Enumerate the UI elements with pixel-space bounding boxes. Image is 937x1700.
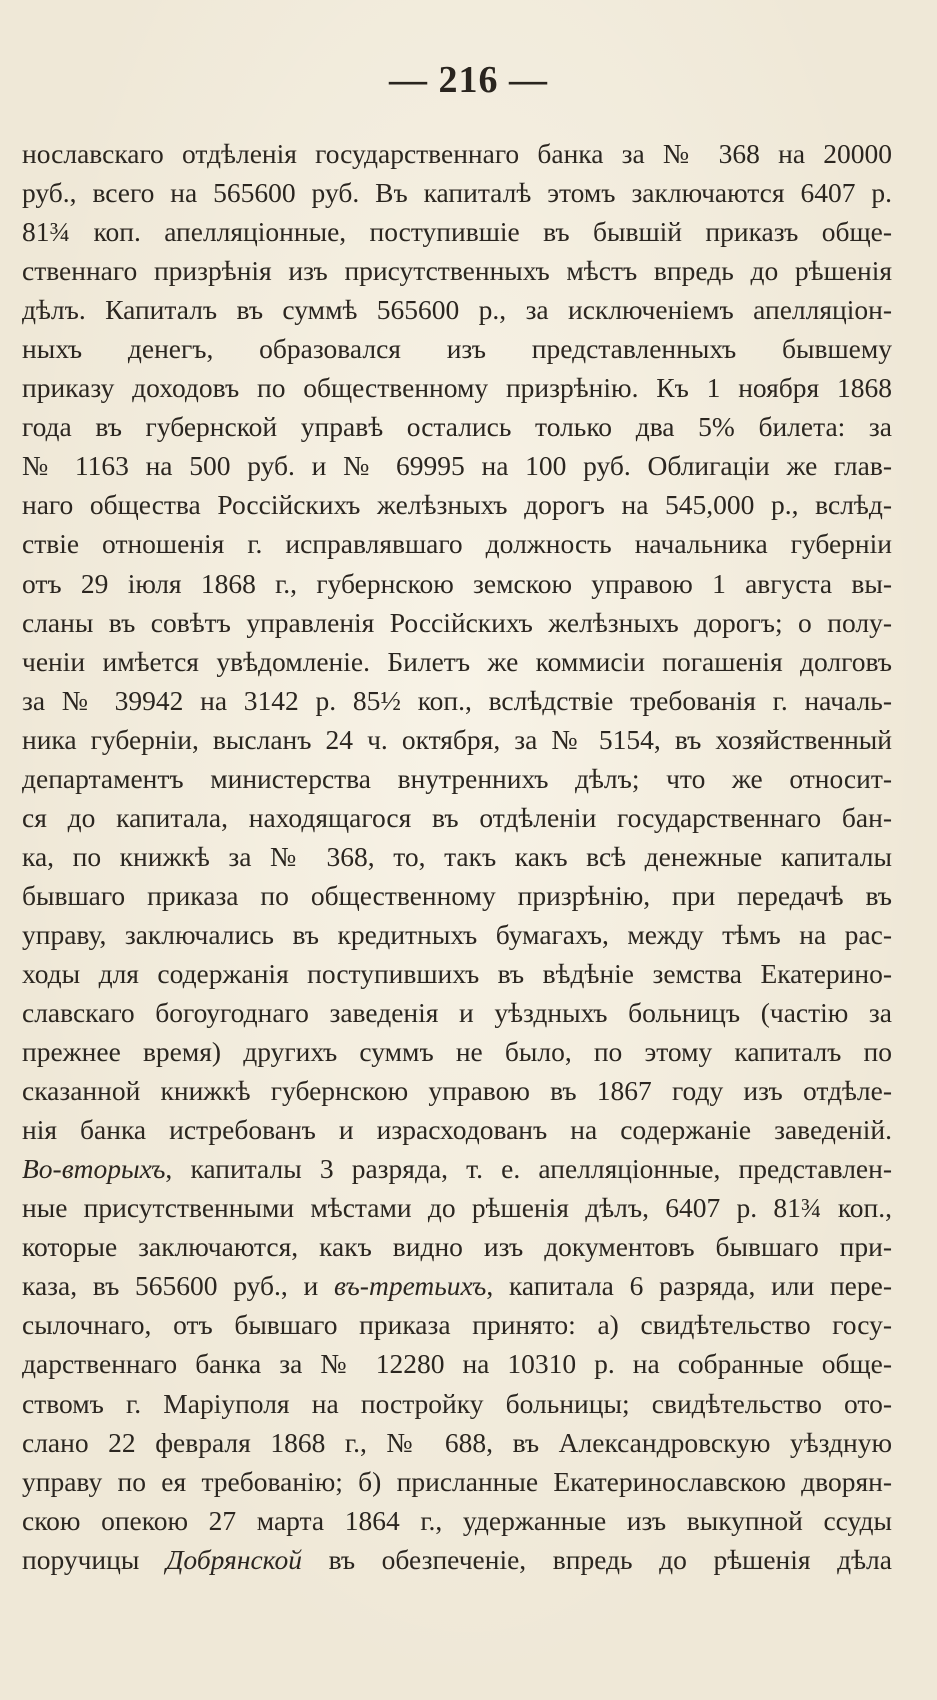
text-line: [22, 368, 892, 407]
text-line: [22, 485, 892, 524]
text-segment: руб., всего на 565600 руб. Въ капиталѣ этомъ заключаются 6407 р.: [22, 177, 892, 209]
text-segment: ствіе отношенія г. исправлявшаго должность начальника губерніи: [22, 528, 892, 560]
text-line: [22, 759, 892, 798]
text-segment: въ обезпеченіе, впредь до рѣшенія дѣла: [302, 1543, 892, 1575]
text-segment: ся до капитала, находящагося въ отдѣленіи государственнаго бан-: [22, 801, 892, 833]
text-line: [22, 954, 892, 993]
text-segment: , капиталы 3 разряда, т. е. апелляціонные, представлен-: [165, 1153, 892, 1185]
text-segment: № 1163 на 500 руб. и № 69995 на 100 руб. Облигаціи же глав-: [22, 450, 892, 482]
text-segment: ствомъ г. Маріуполя на постройку больницы; свидѣтельство ото-: [22, 1387, 892, 1419]
text-segment: , капитала 6 разряда, или пере-: [486, 1270, 892, 1302]
text-line: [22, 1227, 892, 1266]
text-segment: бывшаго приказа по общественному призрѣнію, при передачѣ въ: [22, 879, 892, 911]
text-segment: сылочнаго, отъ бывшаго приказа принято: а) свидѣтельство госу-: [22, 1309, 892, 1341]
text-segment: ные присутственными мѣстами до рѣшенія дѣлъ, 6407 р. 81¾ коп.,: [22, 1192, 892, 1224]
text-line: [22, 1423, 892, 1462]
text-line: [22, 1384, 892, 1423]
text-segment: дарственнаго банка за № 12280 на 10310 р. на собранные обще-: [22, 1348, 892, 1380]
text-line: [22, 681, 892, 720]
text-segment: года въ губернской управѣ остались только два 5% билета: за: [22, 411, 892, 443]
text-line: [22, 1071, 892, 1110]
text-segment: управу по ея требованію; б) присланные Екатеринославскою дворян-: [22, 1465, 892, 1497]
italic-phrase: Во-вторыхъ: [22, 1153, 166, 1185]
text-line: [22, 1462, 892, 1501]
text-segment: каза, въ 565600 руб., и: [22, 1270, 334, 1302]
text-line: [22, 876, 892, 915]
text-segment: нославскаго отдѣленія государственнаго банка за № 368 на 20000: [22, 138, 892, 169]
text-line: [22, 993, 892, 1032]
text-segment: поручицы: [22, 1543, 166, 1575]
text-line: [22, 251, 892, 290]
page-number: — 216 —: [389, 59, 548, 101]
text-segment: слано 22 февраля 1868 г., № 688, въ Александровскую уѣздную: [22, 1426, 892, 1458]
text-segment: 81¾ коп. апелляціонные, поступившіе въ бывшій приказъ обще-: [22, 216, 892, 248]
text-line: [22, 1149, 892, 1188]
text-line: [22, 1188, 892, 1227]
text-line: [22, 134, 892, 173]
text-segment: ника губерніи, высланъ 24 ч. октября, за № 5154, въ хозяйственный: [22, 723, 892, 755]
text-segment: сказанной книжкѣ губернскою управою въ 1867 году изъ отдѣле-: [22, 1075, 892, 1107]
text-segment: ка, по книжкѣ за № 368, то, такъ какъ всѣ денежные капиталы: [22, 840, 892, 872]
text-segment: ныхъ денегъ, образовался изъ представленныхъ бывшему: [22, 333, 892, 365]
text-line: [22, 1501, 892, 1540]
text-segment: славскаго богоугоднаго заведенія и уѣздныхъ больницъ (частію за: [22, 997, 892, 1029]
text-line: [22, 1344, 892, 1383]
text-line: [22, 1305, 892, 1344]
text-segment: нія банка истребованъ и израсходованъ на содержаніе заведеній.: [22, 1114, 892, 1146]
text-line: [22, 837, 892, 876]
text-segment: за № 39942 на 3142 р. 85½ коп., вслѣдствіе требованія г. началь-: [22, 684, 892, 716]
text-line: [22, 720, 892, 759]
text-line: [22, 329, 892, 368]
text-line: [22, 524, 892, 563]
italic-phrase: въ-третьихъ: [333, 1270, 487, 1302]
text-line: [22, 290, 892, 329]
text-segment: которые заключаются, какъ видно изъ документовъ бывшаго при-: [22, 1231, 892, 1263]
text-line: [22, 564, 892, 603]
text-line: [22, 407, 892, 446]
text-line: [22, 798, 892, 837]
text-segment: ственнаго призрѣнія изъ присутственныхъ мѣстъ впредь до рѣшенія: [22, 255, 892, 287]
text-line: [22, 1032, 892, 1071]
text-line: [22, 446, 892, 485]
text-segment: скою опекою 27 марта 1864 г., удержанные изъ выкупной ссуды: [22, 1504, 892, 1536]
text-segment: ходы для содержанія поступившихъ въ вѣдѣніе земства Екатерино-: [22, 957, 892, 989]
text-line: [22, 603, 892, 642]
text-segment: прежнее время) другихъ суммъ не было, по этому капиталъ по: [22, 1036, 892, 1068]
text-line: [22, 1110, 892, 1149]
text-segment: наго общества Россійскихъ желѣзныхъ дорогъ на 545,000 р., вслѣд-: [22, 489, 892, 521]
italic-phrase: Добрянской: [165, 1543, 302, 1575]
text-segment: управу, заключались въ кредитныхъ бумагахъ, между тѣмъ на рас-: [22, 918, 892, 950]
text-segment: приказу доходовъ по общественному призрѣнію. Къ 1 ноября 1868: [22, 372, 892, 404]
text-line: [22, 1540, 892, 1579]
text-segment: сланы въ совѣтъ управленія Россійскихъ желѣзныхъ дорогъ; о полу-: [22, 606, 892, 638]
text-segment: ченіи имѣется увѣдомленіе. Билетъ же коммисіи погашенія долговъ: [22, 645, 892, 677]
body-text: [22, 134, 892, 1579]
text-line: [22, 1266, 892, 1305]
text-line: [22, 915, 892, 954]
text-line: [22, 212, 892, 251]
text-segment: отъ 29 іюля 1868 г., губернскою земскою управою 1 августа вы-: [22, 567, 892, 599]
text-line: [22, 642, 892, 681]
text-line: [22, 173, 892, 212]
text-segment: департаментъ министерства внутреннихъ дѣлъ; что же относит-: [22, 762, 892, 794]
text-segment: дѣлъ. Капиталъ въ суммѣ 565600 р., за исключеніемъ апелляціон-: [22, 294, 892, 326]
